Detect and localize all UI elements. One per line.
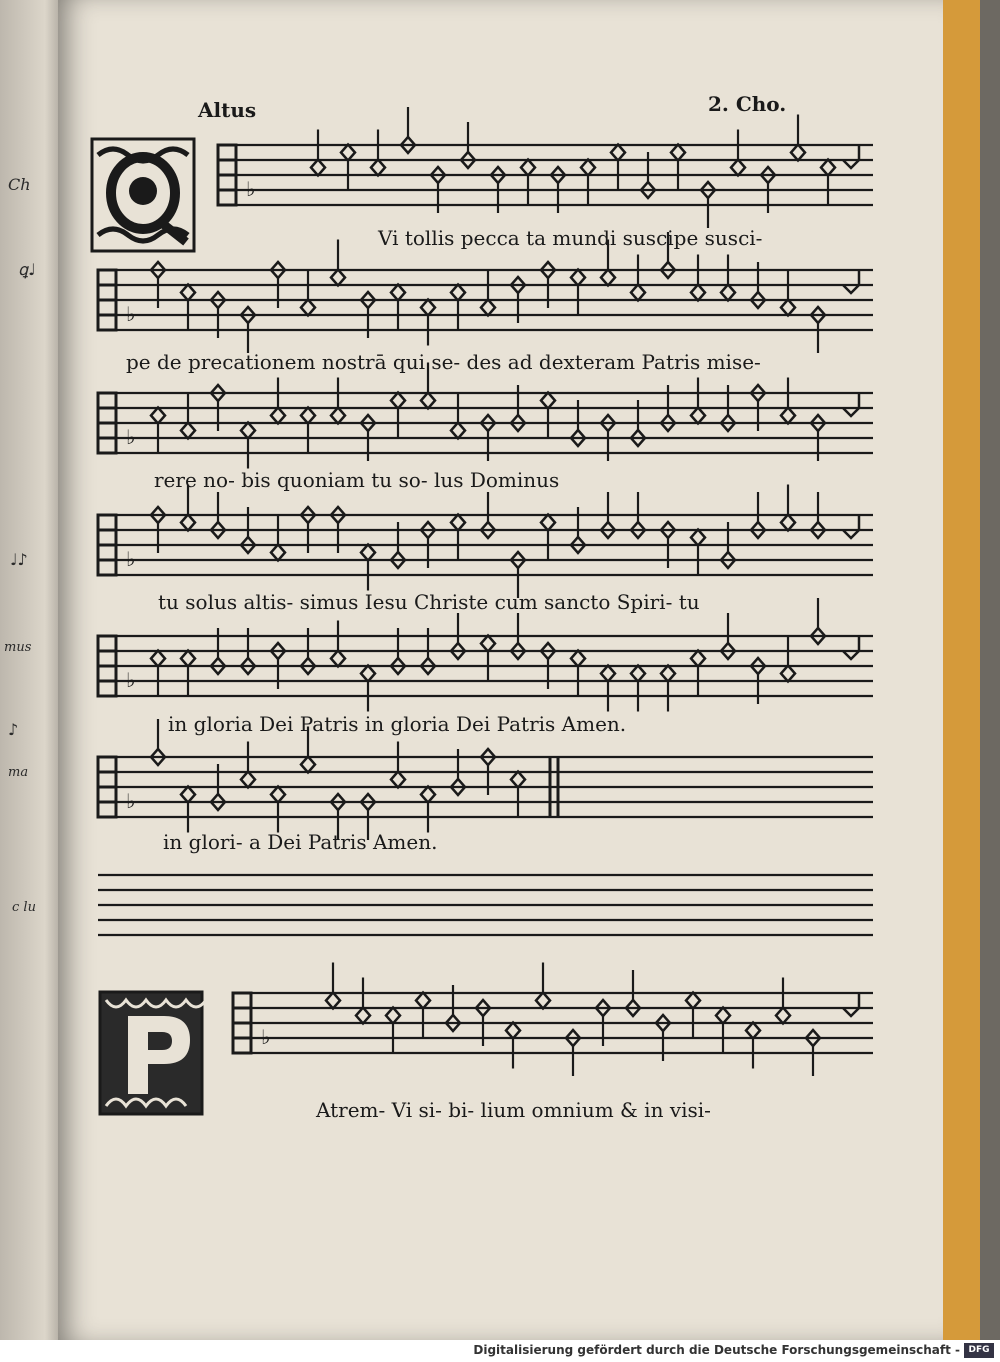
music-page [58, 0, 943, 1340]
note-icon [301, 300, 315, 316]
note-icon [371, 160, 385, 176]
note-icon [451, 515, 465, 531]
note-icon [331, 408, 345, 424]
note-icon [386, 1008, 400, 1024]
note-icon [421, 393, 435, 409]
note-icon [271, 408, 285, 424]
note-icon [391, 772, 405, 788]
note-icon [601, 270, 615, 286]
note-icon [631, 666, 645, 682]
custos-icon [843, 637, 859, 659]
note-icon [331, 270, 345, 286]
note-icon [391, 285, 405, 301]
note-icon [151, 651, 165, 667]
note-icon [611, 145, 625, 161]
note-icon [821, 160, 835, 176]
custos-icon [843, 146, 859, 168]
note-icon [691, 408, 705, 424]
note-icon [716, 1008, 730, 1024]
note-icon [481, 300, 495, 316]
note-icon [361, 666, 375, 682]
custos-icon [843, 516, 859, 538]
lyrics-line-6: in glori- a Dei Patris Amen. [163, 830, 438, 854]
note-icon [746, 1023, 760, 1039]
lyrics-line-3: rere no- bis quoniam tu so- lus Dominus [154, 468, 560, 492]
custos-icon [843, 394, 859, 416]
lyrics-line-7: Atrem- Vi si- bi- lium omnium & in visi- [316, 1098, 711, 1122]
note-icon [271, 787, 285, 803]
chorus-label: 2. Cho. [708, 92, 787, 116]
note-icon [331, 651, 345, 667]
note-icon [361, 545, 375, 561]
note-icon [661, 666, 675, 682]
note-icon [181, 285, 195, 301]
note-icon [581, 160, 595, 176]
custos-icon [843, 994, 859, 1016]
note-icon [481, 636, 495, 652]
note-icon [731, 160, 745, 176]
voice-label: Altus [198, 98, 257, 122]
lyrics-line-2: pe de precationem nostrā qui se- des ad dexteram Patris mise- [126, 350, 761, 374]
note-icon [341, 145, 355, 161]
note-icon [536, 993, 550, 1009]
flat-icon: ♭ [126, 547, 136, 571]
note-icon [791, 145, 805, 161]
note-icon [451, 285, 465, 301]
note-icon [781, 666, 795, 682]
flat-icon: ♭ [126, 789, 136, 813]
note-icon [301, 408, 315, 424]
note-icon [181, 515, 195, 531]
note-icon [421, 300, 435, 316]
note-icon [541, 515, 555, 531]
note-icon [781, 515, 795, 531]
flat-icon: ♭ [246, 177, 256, 201]
footer-credit: Digitalisierung gefördert durch die Deutsche Forschungsgemeinschaft - [473, 1343, 960, 1357]
note-icon [506, 1023, 520, 1039]
note-icon [241, 772, 255, 788]
digitization-footer [0, 1340, 1000, 1362]
flat-icon: ♭ [126, 425, 136, 449]
note-icon [521, 160, 535, 176]
music-staves [58, 0, 943, 1340]
flat-icon: ♭ [261, 1025, 271, 1049]
lyrics-line-4: tu solus altis- simus Iesu Christe cum sancto Spiri- tu [158, 590, 700, 614]
lyrics-line-1: Vi tollis pecca ta mundi suscipe susci- [378, 226, 763, 250]
note-icon [181, 651, 195, 667]
dfg-logo: DFG [964, 1343, 994, 1358]
note-icon [151, 408, 165, 424]
note-icon [776, 1008, 790, 1024]
note-icon [271, 545, 285, 561]
note-icon [601, 666, 615, 682]
note-icon [571, 651, 585, 667]
previous-page-edge: Ch ꝗ♩ ♩♪ mus ♪ ma c lu [0, 0, 75, 1340]
note-icon [391, 393, 405, 409]
note-icon [311, 160, 325, 176]
note-icon [631, 285, 645, 301]
note-icon [326, 993, 340, 1009]
note-icon [416, 993, 430, 1009]
note-icon [301, 757, 315, 773]
flat-icon: ♭ [126, 668, 136, 692]
lyrics-line-5: in gloria Dei Patris in gloria Dei Patris Amen. [168, 712, 627, 736]
note-icon [181, 787, 195, 803]
note-icon [571, 270, 585, 286]
note-icon [356, 1008, 370, 1024]
note-icon [691, 285, 705, 301]
note-icon [451, 423, 465, 439]
note-icon [781, 408, 795, 424]
note-icon [781, 300, 795, 316]
note-icon [721, 285, 735, 301]
note-icon [671, 145, 685, 161]
note-icon [181, 423, 195, 439]
note-icon [511, 772, 525, 788]
note-icon [691, 530, 705, 546]
custos-icon [843, 271, 859, 293]
note-icon [686, 993, 700, 1009]
note-icon [421, 787, 435, 803]
note-icon [241, 423, 255, 439]
note-icon [691, 651, 705, 667]
note-icon [541, 393, 555, 409]
flat-icon: ♭ [126, 302, 136, 326]
